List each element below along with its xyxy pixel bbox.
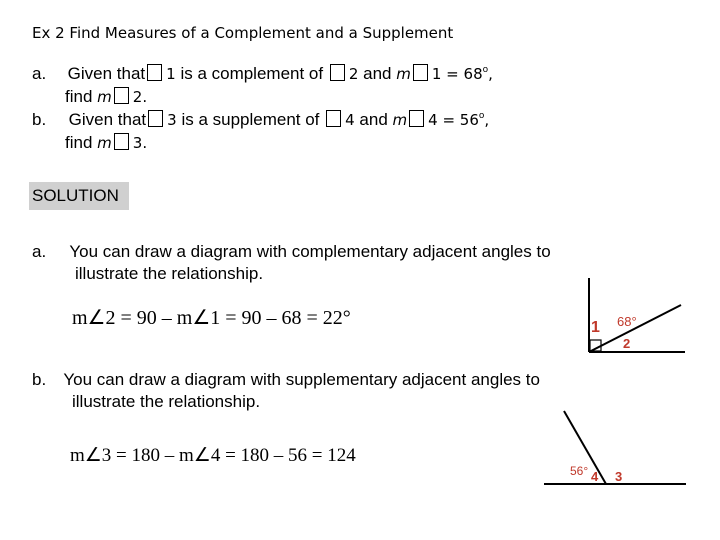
angle-3-label: 3 [615, 469, 623, 484]
angle-2-label: 2 [623, 336, 631, 351]
angle-symbol-icon [326, 110, 341, 127]
angle-symbol-icon [114, 87, 129, 104]
problem-a-line2: find m 2. [65, 87, 148, 106]
solution-a-line2: illustrate the relationship. [75, 264, 264, 283]
angle-68-label: 68° [617, 314, 637, 329]
page-title: Ex 2 Find Measures of a Complement and a Supplement [32, 24, 454, 42]
problem-a-line1: a. Given that 1 is a complement of 2 and m $1 = 68^o$, [32, 64, 493, 83]
problem-b-line1: b. Given that 3 is a supplement of 4 and m $4 = 56^o$, [32, 110, 490, 129]
problem-a-letter: a. [32, 64, 47, 83]
solution-b-line2: illustrate the relationship. [72, 392, 261, 411]
supplementary-angle-diagram [540, 405, 690, 490]
angle-symbol-icon [148, 110, 163, 127]
angle-symbol-icon [409, 110, 424, 127]
angle-4-label: 4 [591, 469, 599, 484]
solution-badge: SOLUTION [29, 182, 129, 210]
problem-b-line2: find m 3. [65, 133, 148, 152]
solution-a-equation: m∠2 = 90 – m∠1 = 90 – 68 = 22° [72, 307, 351, 329]
angle-1-label: 1 [591, 319, 600, 336]
angle-symbol-icon [413, 64, 428, 81]
complementary-angle-diagram [585, 275, 695, 357]
angle-56-label: 56° [570, 464, 589, 478]
solution-b-line1: b. You can draw a diagram with supplementary adjacent angles to [32, 370, 540, 389]
angle-symbol-icon [114, 133, 129, 150]
angle-symbol-icon [147, 64, 162, 81]
solution-b-equation: m∠3 = 180 – m∠4 = 180 – 56 = 124 [70, 445, 356, 466]
angle-symbol-icon [330, 64, 345, 81]
solution-a-line1: a. You can draw a diagram with complementary adjacent angles to [32, 242, 551, 261]
problem-b-letter: b. [32, 110, 47, 129]
